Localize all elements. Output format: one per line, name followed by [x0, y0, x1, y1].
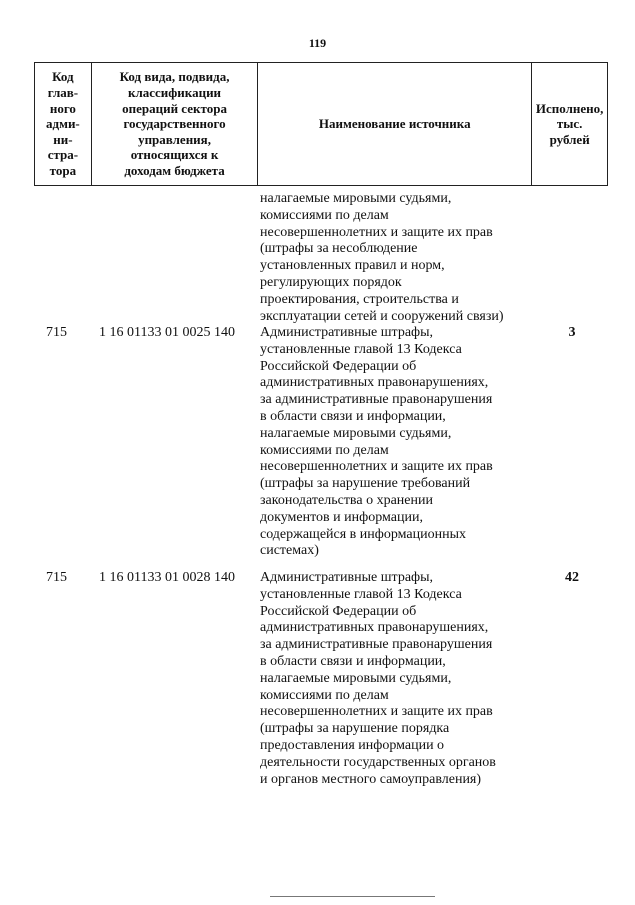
text-line: проектирования, строительства и — [260, 291, 459, 307]
text-line: эксплуатации сетей и сооружений связи) — [260, 308, 504, 324]
text-line: Российской Федерации об — [260, 603, 417, 619]
text-line: системах) — [260, 543, 319, 559]
text-line: деятельности государственных органов — [260, 754, 496, 770]
text-line: Административные штрафы, — [260, 570, 434, 585]
row-2-executed-amount: 42 — [565, 570, 579, 585]
text-line: предоставления информации о — [260, 737, 445, 753]
text-line: Административные штрафы, — [260, 325, 434, 340]
row-1-classification-code: 1 16 01133 01 0025 140 — [99, 325, 235, 340]
header-executed-amount: Исполнено, тыс. рублей — [535, 100, 604, 147]
text-line: регулирующих порядок — [260, 274, 402, 290]
text-line: несовершеннолетних и защите их прав — [260, 224, 493, 240]
header-classification-code: Код вида, подвида, классификации операций сектора государственного управления, относящихся к доходам бюджета — [92, 63, 258, 185]
text-line: документов и информации, — [260, 509, 423, 525]
text-line: (штрафы за несоблюдение — [260, 241, 418, 257]
text-line: налагаемые мировыми судьями, — [260, 191, 452, 206]
text-line: в области связи и информации, — [260, 408, 446, 424]
text-line: административных правонарушениях, — [260, 375, 489, 391]
text-line: и органов местного самоуправления) — [260, 771, 482, 787]
row-2-source-name — [260, 570, 496, 788]
text-line: законодательства о хранении — [260, 492, 433, 508]
bottom-rule-divider — [270, 896, 435, 897]
header-admin-code: Код глав- ного адми- ни- стра- тора — [35, 63, 92, 185]
text-line: в области связи и информации, — [260, 653, 446, 669]
text-line: комиссиями по делам — [260, 442, 389, 458]
text-line: Российской Федерации об — [260, 358, 417, 374]
table-header — [34, 62, 608, 186]
text-line: комиссиями по делам — [260, 207, 389, 223]
continued-source-name — [260, 191, 504, 325]
text-line: за административные правонарушения — [260, 637, 493, 653]
text-line: налагаемые мировыми судьями, — [260, 670, 452, 686]
row-1-admin-code: 715 — [46, 325, 67, 340]
text-line: несовершеннолетних и защите их прав — [260, 459, 493, 475]
page-number: 119 — [308, 36, 327, 50]
row-2-classification-code: 1 16 01133 01 0028 140 — [99, 570, 235, 585]
row-1-executed-amount: 3 — [568, 325, 576, 340]
row-1-source-name — [260, 325, 493, 560]
text-line: установленных правил и норм, — [260, 258, 445, 274]
text-line: (штрафы за нарушение порядка — [260, 721, 450, 737]
text-line: налагаемые мировыми судьями, — [260, 425, 452, 441]
text-line: (штрафы за нарушение требований — [260, 476, 471, 492]
text-line: административных правонарушениях, — [260, 620, 489, 636]
text-line: за административные правонарушения — [260, 392, 493, 408]
row-2-admin-code: 715 — [46, 570, 67, 585]
text-line: установленные главой 13 Кодекса — [260, 586, 462, 602]
text-line: комиссиями по делам — [260, 687, 389, 703]
header-source-name: Наименование источника — [258, 63, 532, 185]
text-line: несовершеннолетних и защите их прав — [260, 704, 493, 720]
text-line: установленные главой 13 Кодекса — [260, 341, 462, 357]
text-line: содержащейся в информационных — [260, 526, 466, 542]
